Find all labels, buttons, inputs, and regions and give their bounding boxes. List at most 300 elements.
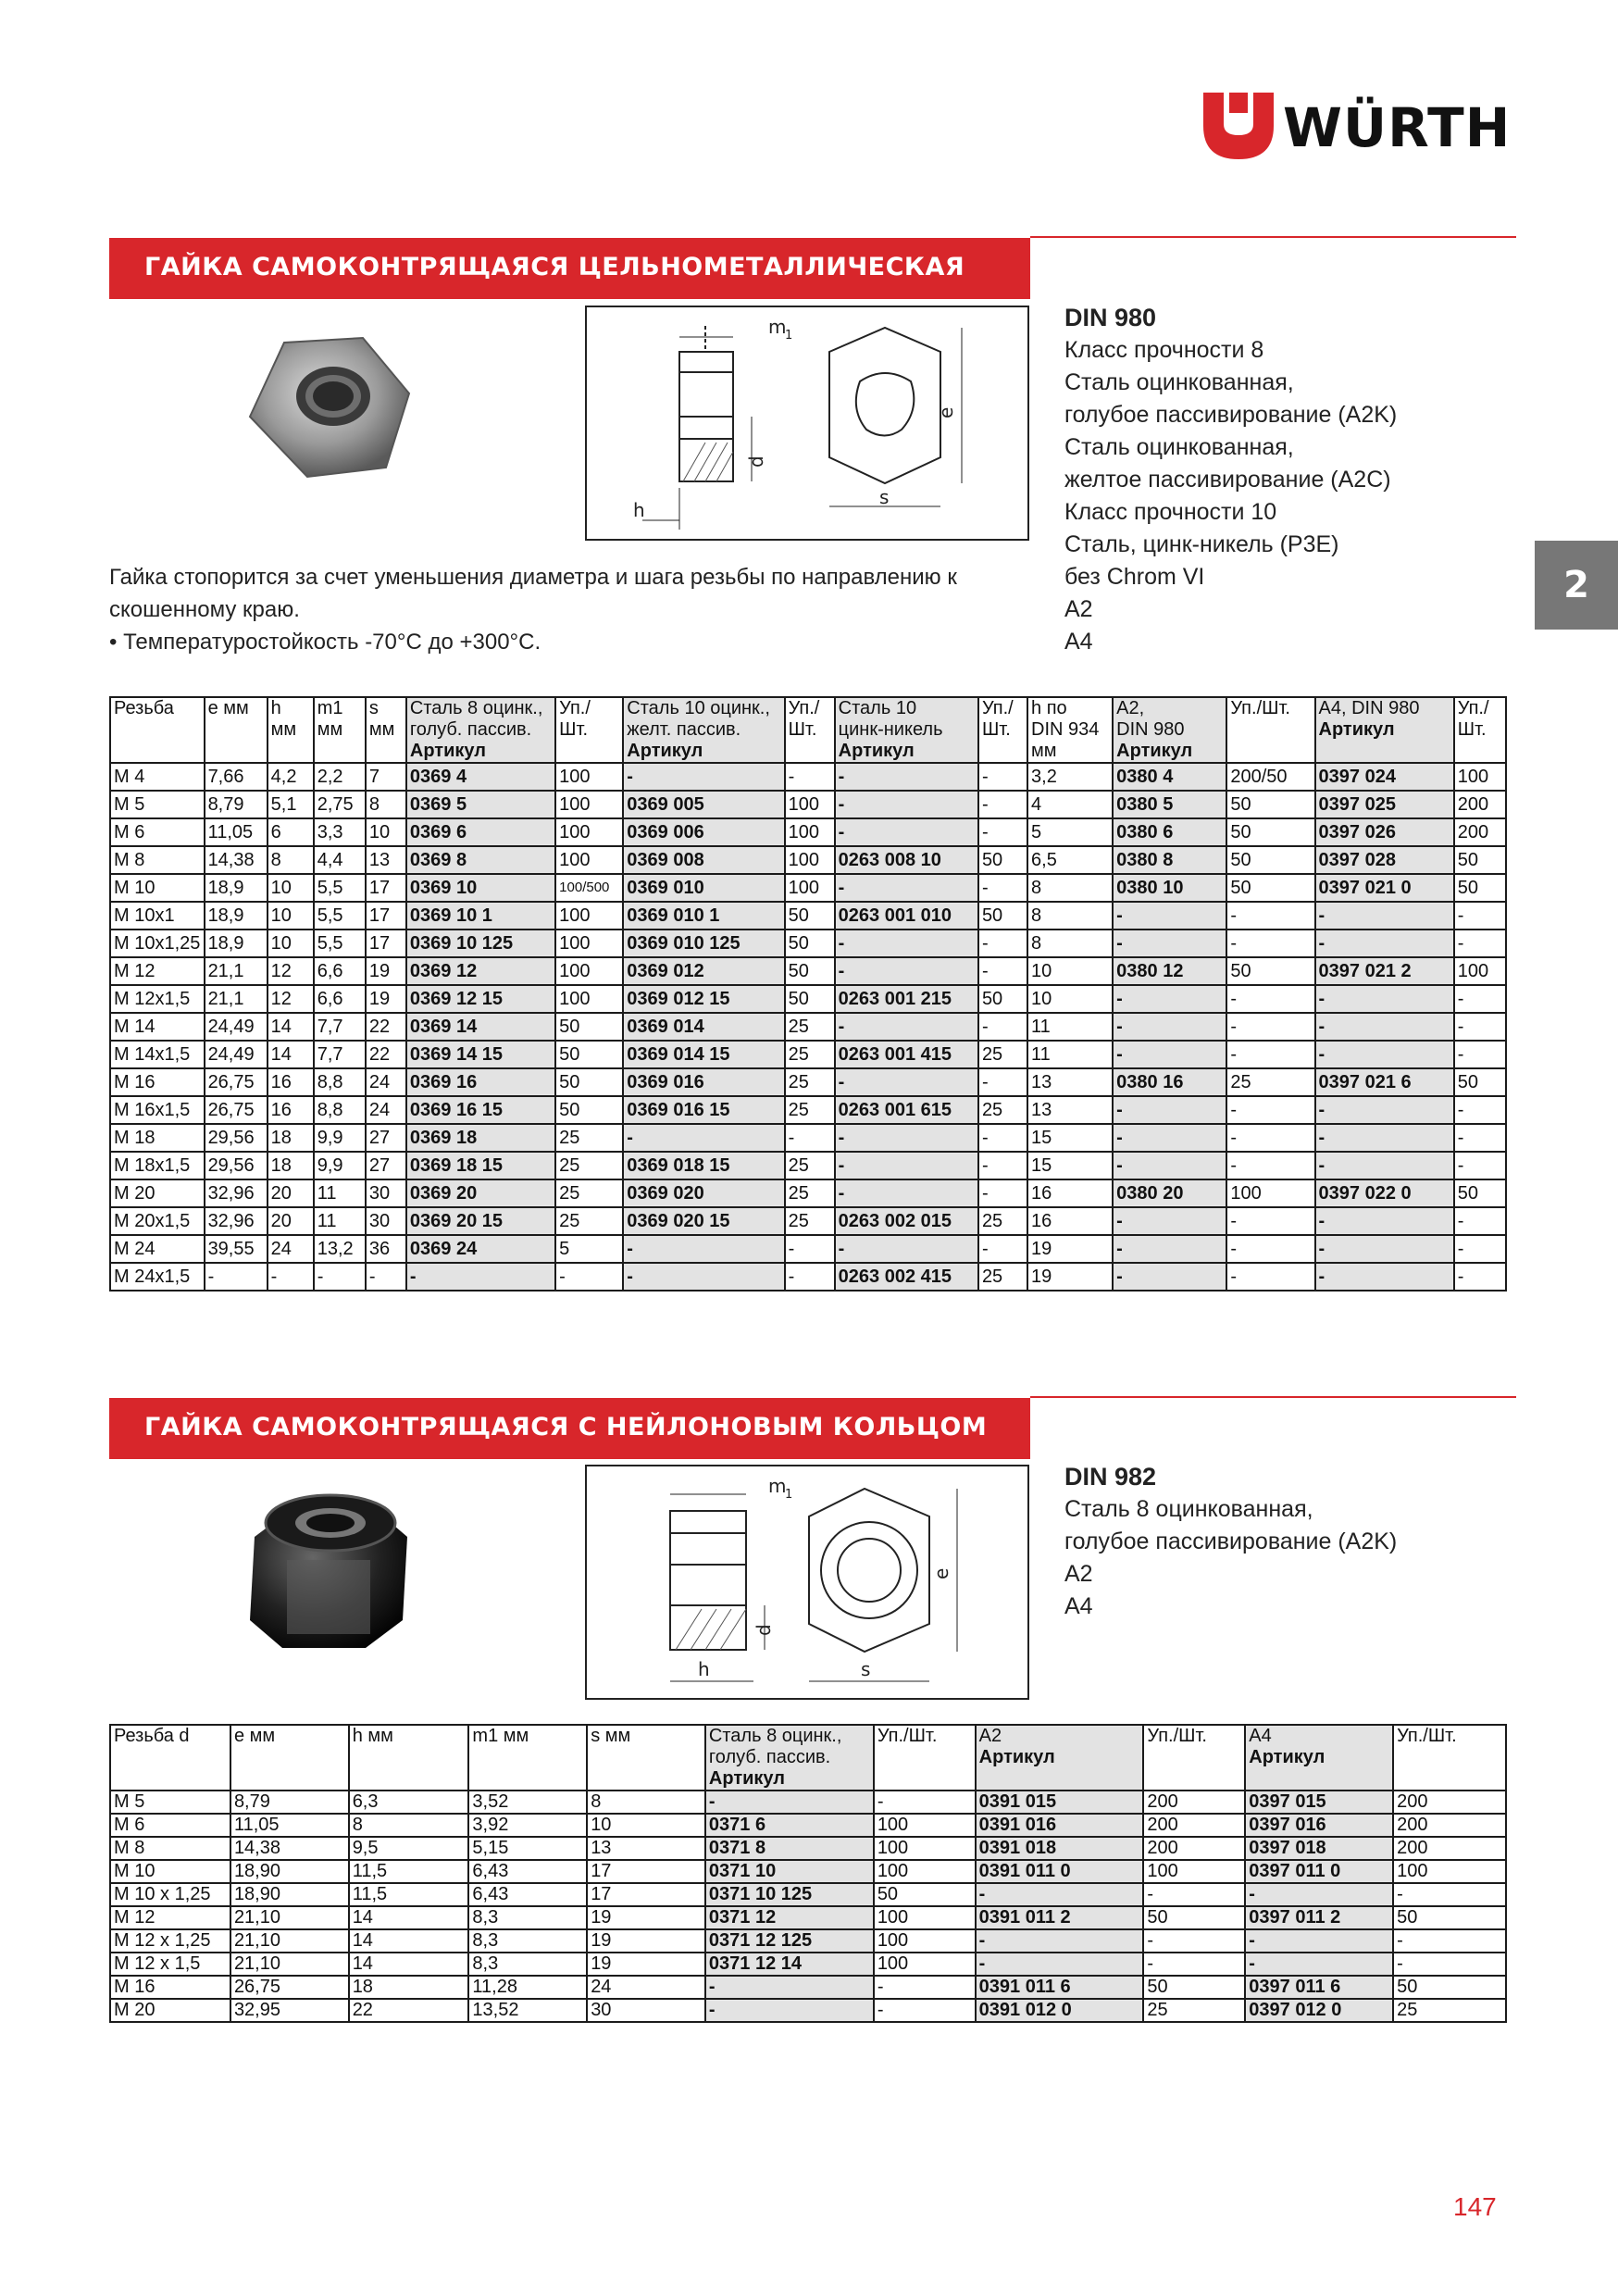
table-cell: 100 <box>1454 763 1506 791</box>
table-cell: 0369 14 15 <box>406 1041 555 1068</box>
column-header <box>555 697 623 763</box>
table-cell: 19 <box>366 985 406 1013</box>
table-cell: 10 <box>587 1814 705 1837</box>
table-cell: - <box>978 1152 1027 1179</box>
column-header <box>1113 697 1226 763</box>
table-cell: - <box>1113 930 1226 957</box>
table-cell: 0397 011 6 <box>1245 1976 1393 1999</box>
table-cell: 50 <box>555 1068 623 1096</box>
table-cell: 25 <box>785 1068 835 1096</box>
table-cell: 13,52 <box>468 1999 587 2022</box>
section-divider <box>1030 1396 1516 1398</box>
table-cell: 10 <box>268 874 314 902</box>
table-cell: 30 <box>366 1179 406 1207</box>
section-title: ГАЙКА САМОКОНТРЯЩАЯСЯ С НЕЙЛОНОВЫМ КОЛЬЦОМ <box>144 1413 988 1441</box>
table-row <box>110 1096 1506 1124</box>
section-divider <box>1030 236 1516 238</box>
column-header-line: h мм <box>352 1726 393 1746</box>
column-header-line: Артикул <box>1318 719 1395 740</box>
table-cell: 8,8 <box>314 1068 366 1096</box>
table-cell: 25 <box>978 1096 1027 1124</box>
table-cell: 0371 12 125 <box>705 1929 874 1953</box>
section-title: ГАЙКА САМОКОНТРЯЩАЯСЯ ЦЕЛЬНОМЕТАЛЛИЧЕСКАЯ <box>144 253 965 281</box>
table-cell: - <box>1315 985 1454 1013</box>
table-cell: - <box>1226 1152 1314 1179</box>
table-cell: 0397 021 0 <box>1315 874 1454 902</box>
table-cell: - <box>978 1013 1027 1041</box>
table-cell: - <box>1315 1096 1454 1124</box>
table-cell: M 12 <box>110 957 205 985</box>
table-cell: 200 <box>1143 1814 1245 1837</box>
table-cell: 17 <box>366 930 406 957</box>
table-cell: 6,6 <box>314 985 366 1013</box>
column-header-line: Уп./Шт. <box>1230 698 1290 718</box>
table-cell: 0369 12 15 <box>406 985 555 1013</box>
table-cell: 11 <box>314 1179 366 1207</box>
column-header <box>366 697 406 763</box>
standard-label: DIN 980 <box>1064 304 1157 331</box>
table-cell: 9,5 <box>349 1837 469 1860</box>
table-cell: 0263 002 415 <box>835 1263 978 1291</box>
table-cell: 0369 20 <box>406 1179 555 1207</box>
table-cell: 14 <box>349 1953 469 1976</box>
column-header-line: мм <box>317 719 343 740</box>
table-cell: M 10x1 <box>110 902 205 930</box>
spec-line: Сталь оцинкованная, <box>1064 369 1294 395</box>
table-cell: 0397 021 6 <box>1315 1068 1454 1096</box>
table-cell: 8,3 <box>468 1906 587 1929</box>
table-row <box>110 1860 1506 1883</box>
table-cell: - <box>835 818 978 846</box>
column-header-line: Уп./Шт. <box>1147 1726 1207 1746</box>
table-cell: 0380 16 <box>1113 1068 1226 1096</box>
table-cell: - <box>835 957 978 985</box>
table-cell: - <box>623 1124 784 1152</box>
svg-text:1: 1 <box>785 1488 793 1502</box>
table-cell: 8 <box>587 1791 705 1814</box>
column-header-line: Сталь 10 <box>838 698 917 718</box>
column-header-line: Артикул <box>838 741 915 761</box>
table-cell: M 12 x 1,5 <box>110 1953 230 1976</box>
column-header <box>705 1725 874 1791</box>
chapter-tab: 2 <box>1535 541 1618 630</box>
table-header-row <box>110 1725 1506 1791</box>
table-cell: 25 <box>555 1207 623 1235</box>
table-cell: 8,79 <box>205 791 268 818</box>
table-cell: 0369 20 15 <box>406 1207 555 1235</box>
table-cell: 6,43 <box>468 1860 587 1883</box>
table-cell: 0397 015 <box>1245 1791 1393 1814</box>
table-cell: 100 <box>555 902 623 930</box>
table-row <box>110 1179 1506 1207</box>
table-cell: - <box>1226 1096 1314 1124</box>
table-cell: 19 <box>587 1953 705 1976</box>
table-cell: 50 <box>1143 1906 1245 1929</box>
column-header <box>1315 697 1454 763</box>
table-cell: 0369 10 125 <box>406 930 555 957</box>
table-cell: 24 <box>587 1976 705 1999</box>
table-cell: - <box>1315 1235 1454 1263</box>
table-cell: M 5 <box>110 791 205 818</box>
table-cell: - <box>785 763 835 791</box>
table-cell: 26,75 <box>205 1096 268 1124</box>
table-row <box>110 1124 1506 1152</box>
svg-text:s: s <box>879 486 890 508</box>
table-cell: 8,3 <box>468 1953 587 1976</box>
table-cell: 18,90 <box>230 1860 349 1883</box>
size-table-din982 <box>109 1724 1507 2023</box>
column-header <box>623 697 784 763</box>
column-header-line: A4 <box>1249 1726 1272 1746</box>
table-cell: - <box>406 1263 555 1291</box>
table-cell: 16 <box>268 1068 314 1096</box>
technical-drawing-din980 <box>585 306 1029 541</box>
spec-line: Сталь оцинкованная, <box>1064 434 1294 460</box>
column-header-line: Сталь 8 оцинк., <box>409 698 543 718</box>
svg-text:e: e <box>930 1567 952 1579</box>
table-cell: 0391 018 <box>976 1837 1144 1860</box>
table-cell: - <box>874 1999 976 2022</box>
column-header <box>976 1725 1144 1791</box>
table-cell: 21,10 <box>230 1929 349 1953</box>
table-cell: - <box>1226 902 1314 930</box>
svg-text:s: s <box>861 1658 871 1680</box>
table-cell: 8 <box>1027 902 1113 930</box>
table-cell: 0397 012 0 <box>1245 1999 1393 2022</box>
table-cell: 0263 001 215 <box>835 985 978 1013</box>
table-cell: 50 <box>1226 874 1314 902</box>
size-table-din980 <box>109 696 1507 1292</box>
spec-line: A4 <box>1064 629 1093 655</box>
column-header-line: A2 <box>978 1726 1002 1746</box>
table-cell: 200 <box>1393 1791 1506 1814</box>
table-cell: 200 <box>1393 1837 1506 1860</box>
table-cell: 14 <box>268 1041 314 1068</box>
table-cell: 0397 024 <box>1315 763 1454 791</box>
table-cell: - <box>1226 1235 1314 1263</box>
table-cell: - <box>978 957 1027 985</box>
column-header-line: Сталь 10 оцинк., <box>627 698 770 718</box>
column-header-line: мм <box>1031 741 1057 761</box>
product-photo-metal-nut <box>233 315 418 500</box>
table-cell: 100 <box>874 1906 976 1929</box>
table-row <box>110 1883 1506 1906</box>
table-cell: - <box>1393 1929 1506 1953</box>
column-header <box>1454 697 1506 763</box>
table-cell: M 10 <box>110 1860 230 1883</box>
column-header <box>1027 697 1113 763</box>
svg-text:h: h <box>633 499 645 521</box>
table-cell: - <box>978 818 1027 846</box>
table-cell: 8,3 <box>468 1929 587 1953</box>
table-cell: 50 <box>1393 1976 1506 1999</box>
column-header-line: Шт. <box>1457 719 1487 740</box>
table-cell: 100 <box>555 846 623 874</box>
table-cell: 24 <box>268 1235 314 1263</box>
table-cell: - <box>1113 1096 1226 1124</box>
column-header-line: Артикул <box>409 741 486 761</box>
table-cell: 3,92 <box>468 1814 587 1837</box>
table-cell: 50 <box>785 957 835 985</box>
table-cell: - <box>1454 930 1506 957</box>
page-number: 147 <box>1453 2192 1497 2221</box>
column-header-line: Уп./ <box>981 698 1014 718</box>
table-cell: 11,05 <box>230 1814 349 1837</box>
table-cell: - <box>1315 1207 1454 1235</box>
table-row <box>110 846 1506 874</box>
column-header-line: A2, <box>1116 698 1145 718</box>
table-cell: - <box>1315 1124 1454 1152</box>
table-cell: - <box>1315 902 1454 930</box>
description-line: скошенному краю. <box>109 597 300 622</box>
table-cell: 200 <box>1393 1814 1506 1837</box>
table-cell: 25 <box>1393 1999 1506 2022</box>
table-cell: - <box>785 1263 835 1291</box>
product-photo-nylon-nut <box>236 1472 421 1657</box>
table-cell: 0397 022 0 <box>1315 1179 1454 1207</box>
column-header <box>874 1725 976 1791</box>
table-cell: 29,56 <box>205 1124 268 1152</box>
table-cell: 6,3 <box>349 1791 469 1814</box>
table-cell: 25 <box>555 1124 623 1152</box>
column-header-line: e мм <box>233 1726 276 1746</box>
table-cell: 18 <box>268 1124 314 1152</box>
table-cell: 25 <box>785 1207 835 1235</box>
table-cell: - <box>835 763 978 791</box>
table-cell: 8 <box>268 846 314 874</box>
table-cell: 9,9 <box>314 1152 366 1179</box>
table-cell: - <box>835 874 978 902</box>
table-cell: 0397 026 <box>1315 818 1454 846</box>
table-cell: 16 <box>1027 1179 1113 1207</box>
table-cell: 18 <box>268 1152 314 1179</box>
table-cell: 0397 025 <box>1315 791 1454 818</box>
table-cell: 4,4 <box>314 846 366 874</box>
table-cell: 50 <box>1226 818 1314 846</box>
column-header-line: голуб. пассив. <box>409 719 532 740</box>
table-cell: 0397 011 2 <box>1245 1906 1393 1929</box>
table-cell: 100 <box>1454 957 1506 985</box>
table-cell: 10 <box>1027 985 1113 1013</box>
table-cell: 24 <box>366 1096 406 1124</box>
table-cell: 100 <box>1393 1860 1506 1883</box>
table-cell: - <box>1315 1152 1454 1179</box>
table-cell: - <box>1226 1263 1314 1291</box>
table-cell: 50 <box>555 1013 623 1041</box>
column-header-line: Уп./ <box>559 698 591 718</box>
table-cell: 22 <box>366 1041 406 1068</box>
table-cell: - <box>835 1124 978 1152</box>
table-cell: 0369 020 <box>623 1179 784 1207</box>
table-cell: 0380 20 <box>1113 1179 1226 1207</box>
table-cell: 50 <box>785 985 835 1013</box>
table-row <box>110 763 1506 791</box>
table-cell: 27 <box>366 1124 406 1152</box>
column-header-line: Шт. <box>981 719 1011 740</box>
table-cell: 17 <box>587 1860 705 1883</box>
table-cell: M 5 <box>110 1791 230 1814</box>
table-cell: - <box>835 1013 978 1041</box>
table-cell: 50 <box>785 902 835 930</box>
column-header <box>110 697 205 763</box>
table-cell: 100 <box>874 1860 976 1883</box>
table-cell: 50 <box>1226 846 1314 874</box>
table-cell: 0369 10 <box>406 874 555 902</box>
table-cell: 100 <box>874 1953 976 1976</box>
column-header-line: Артикул <box>627 741 703 761</box>
table-cell: 39,55 <box>205 1235 268 1263</box>
table-cell: 100 <box>785 874 835 902</box>
table-cell: 10 <box>268 902 314 930</box>
table-cell: 17 <box>366 874 406 902</box>
table-cell: 12 <box>268 957 314 985</box>
table-cell: 25 <box>785 1179 835 1207</box>
table-cell: 0397 018 <box>1245 1837 1393 1860</box>
table-cell: 0369 16 15 <box>406 1096 555 1124</box>
table-cell: 8 <box>1027 930 1113 957</box>
table-cell: M 10 x 1,25 <box>110 1883 230 1906</box>
table-cell: - <box>978 1179 1027 1207</box>
table-cell: 50 <box>978 985 1027 1013</box>
table-cell: - <box>1226 1041 1314 1068</box>
table-cell: M 12 x 1,25 <box>110 1929 230 1953</box>
table-cell: 0369 018 15 <box>623 1152 784 1179</box>
table-cell: - <box>705 1976 874 1999</box>
table-cell: 0263 001 615 <box>835 1096 978 1124</box>
table-cell: 15 <box>1027 1152 1113 1179</box>
column-header-line: голуб. пассив. <box>708 1747 831 1767</box>
table-cell: - <box>1113 1124 1226 1152</box>
table-cell: - <box>1226 1013 1314 1041</box>
column-header <box>978 697 1027 763</box>
table-cell: 10 <box>268 930 314 957</box>
column-header <box>835 697 978 763</box>
column-header-line: мм <box>368 719 395 740</box>
table-cell: - <box>1454 1263 1506 1291</box>
product-spec-din980 <box>1064 302 1509 658</box>
table-cell: - <box>623 763 784 791</box>
table-cell: - <box>835 791 978 818</box>
table-cell: 5,5 <box>314 930 366 957</box>
table-cell: - <box>1226 985 1314 1013</box>
table-cell: 18,90 <box>230 1883 349 1906</box>
table-cell: 4,2 <box>268 763 314 791</box>
table-cell: - <box>785 1235 835 1263</box>
table-cell: 13 <box>1027 1096 1113 1124</box>
table-cell: 16 <box>268 1096 314 1124</box>
column-header-line: цинк-никель <box>838 719 943 740</box>
table-cell: - <box>623 1235 784 1263</box>
table-cell: 100 <box>874 1814 976 1837</box>
table-cell: 0263 002 015 <box>835 1207 978 1235</box>
table-cell: 50 <box>1454 1068 1506 1096</box>
table-cell: - <box>1245 1929 1393 1953</box>
table-cell: 0391 011 0 <box>976 1860 1144 1883</box>
table-cell: 0380 4 <box>1113 763 1226 791</box>
table-cell: 18,9 <box>205 930 268 957</box>
table-cell: - <box>1113 902 1226 930</box>
section-title-banner <box>109 1398 1030 1459</box>
svg-text:e: e <box>935 406 957 418</box>
svg-text:d: d <box>753 1624 775 1636</box>
table-cell: 11,05 <box>205 818 268 846</box>
table-cell: 5,5 <box>314 902 366 930</box>
table-cell: - <box>978 1235 1027 1263</box>
table-cell: - <box>1113 1041 1226 1068</box>
column-header-line: Уп./Шт. <box>877 1726 938 1746</box>
standard-label: DIN 982 <box>1064 1463 1157 1491</box>
table-cell: 30 <box>587 1999 705 2022</box>
table-cell: - <box>1113 1235 1226 1263</box>
column-header-line: Шт. <box>788 719 817 740</box>
table-row <box>110 1041 1506 1068</box>
table-cell: 200 <box>1143 1837 1245 1860</box>
table-row <box>110 1263 1506 1291</box>
spec-line: A2 <box>1064 596 1093 622</box>
table-cell: 0380 8 <box>1113 846 1226 874</box>
table-cell: 18,9 <box>205 902 268 930</box>
table-cell: 8,79 <box>230 1791 349 1814</box>
table-row <box>110 1791 1506 1814</box>
table-cell: 11 <box>314 1207 366 1235</box>
table-cell: - <box>1454 985 1506 1013</box>
table-cell: - <box>1113 1207 1226 1235</box>
table-cell: 50 <box>1226 791 1314 818</box>
table-cell: 100 <box>1226 1179 1314 1207</box>
column-header-line: Уп./ <box>788 698 820 718</box>
table-cell: 7,7 <box>314 1041 366 1068</box>
column-header-line: Артикул <box>708 1768 785 1789</box>
table-cell: 0369 014 <box>623 1013 784 1041</box>
table-row <box>110 1814 1506 1837</box>
spec-line: Сталь, цинк-никель (P3E) <box>1064 531 1339 557</box>
table-row <box>110 1013 1506 1041</box>
table-cell: 14 <box>349 1929 469 1953</box>
column-header <box>230 1725 349 1791</box>
table-cell: 11,5 <box>349 1883 469 1906</box>
table-cell: M 12x1,5 <box>110 985 205 1013</box>
table-cell: - <box>978 791 1027 818</box>
table-cell: M 10 <box>110 874 205 902</box>
table-cell: 5,5 <box>314 874 366 902</box>
table-cell: - <box>976 1953 1144 1976</box>
table-cell: - <box>1454 1207 1506 1235</box>
table-cell: 32,96 <box>205 1179 268 1207</box>
table-cell: 50 <box>874 1883 976 1906</box>
table-cell: 0369 12 <box>406 957 555 985</box>
table-cell: 8,8 <box>314 1096 366 1124</box>
table-cell: - <box>1454 1235 1506 1263</box>
column-header <box>110 1725 230 1791</box>
table-cell: - <box>1454 1041 1506 1068</box>
table-row <box>110 1906 1506 1929</box>
table-cell: - <box>976 1929 1144 1953</box>
table-row <box>110 1929 1506 1953</box>
table-row <box>110 930 1506 957</box>
table-cell: 0397 016 <box>1245 1814 1393 1837</box>
table-cell: - <box>976 1883 1144 1906</box>
table-cell: M 20 <box>110 1999 230 2022</box>
table-cell: 100 <box>555 930 623 957</box>
table-cell: 13,2 <box>314 1235 366 1263</box>
table-cell: - <box>1226 1207 1314 1235</box>
table-cell: 6,43 <box>468 1883 587 1906</box>
table-cell: 50 <box>1393 1906 1506 1929</box>
table-cell: M 4 <box>110 763 205 791</box>
table-cell: - <box>835 930 978 957</box>
table-cell: - <box>1143 1953 1245 1976</box>
column-header-line: m1 мм <box>472 1726 529 1746</box>
